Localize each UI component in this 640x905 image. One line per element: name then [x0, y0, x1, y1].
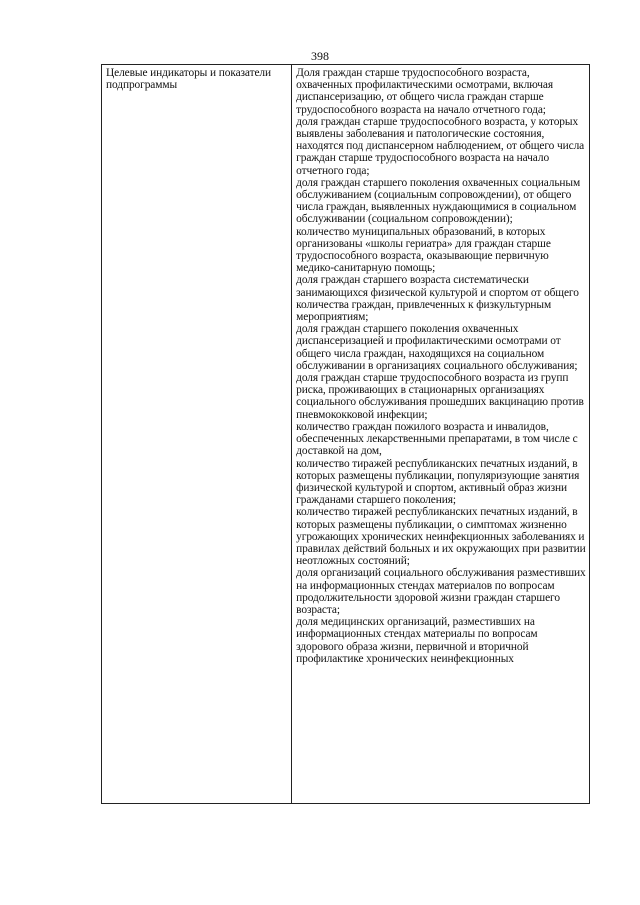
indicator-item: доля граждан старшего поколения охваченных диспансеризацией и профилактическими осмотрами от общего числа граждан, находящихся на социальном обслуживании в организациях социального обслуживания;	[296, 323, 578, 372]
indicator-item: доля граждан старше трудоспособного возраста из групп риска, проживающих в стационарных организациях социального обслуживания прошедших вакцинацию против пневмококковой инфекции;	[296, 372, 584, 421]
indicator-item: доля организаций социального обслуживания разместивших на информационных стендах материалов по вопросам продолжительности здоровой жизни граждан старшего возраста;	[296, 567, 586, 616]
left-label: Целевые индикаторы и показатели подпрограммы	[106, 67, 272, 92]
indicator-item: количество граждан пожилого возраста и инвалидов, обеспеченных лекарственными препаратами, в том числе с доставкой на дом,	[296, 420, 578, 458]
left-label-cell	[102, 65, 292, 804]
indicator-item: доля граждан старшего возраста систематически занимающихся физической культурой и спортом от общего количества граждан, привлеченных к физкультурным мероприятиям;	[296, 274, 579, 324]
page-number: 398	[311, 49, 329, 63]
indicator-item: доля граждан старше трудоспособного возраста, у которых выявлены заболевания и патологические состояния, находятся под диспансерном наблюдением, от общего числа граждан старше трудоспособного возраста на начало отчетного года;	[296, 115, 585, 177]
indicators-cell	[292, 65, 590, 804]
indicator-item: количество муниципальных образований, в которых организованы «школы гериатра» для граждан старше трудоспособного возраста, оказывающие первичную медико-санитарную помощь;	[296, 225, 551, 275]
indicators-table	[101, 64, 590, 804]
indicator-item: количество тиражей республиканских печатных изданий, в которых размещены публикации, о симптомах жизненно угрожающих хронических неинфекционных заболеваниях и правилах действий больных и их окружающих при развитии неотложных состояний;	[296, 506, 586, 568]
indicator-item: доля медицинских организаций, разместивших на информационных стендах материалы по вопросам здорового образа жизни, первичной и вторичной профилактике хронических неинфекционных	[296, 616, 538, 665]
indicator-item: количество тиражей республиканских печатных изданий, в которых размещены публикации, популяризующие занятия физической культурой и спортом, активный образ жизни гражданами старшего поколения;	[296, 457, 580, 507]
indicator-item: Доля граждан старше трудоспособного возраста, охваченных профилактическими осмотрами, включая диспансеризацию, от общего числа граждан старше трудоспособного возраста на начало отчетного года;	[296, 67, 553, 116]
table-row	[102, 65, 590, 804]
indicator-item: доля граждан старшего поколения охваченных социальным обслуживанием (социальным сопровождении), от общего числа граждан, выявленных нуждающимися в социальном обслуживании (социальном сопровождении);	[296, 176, 581, 226]
